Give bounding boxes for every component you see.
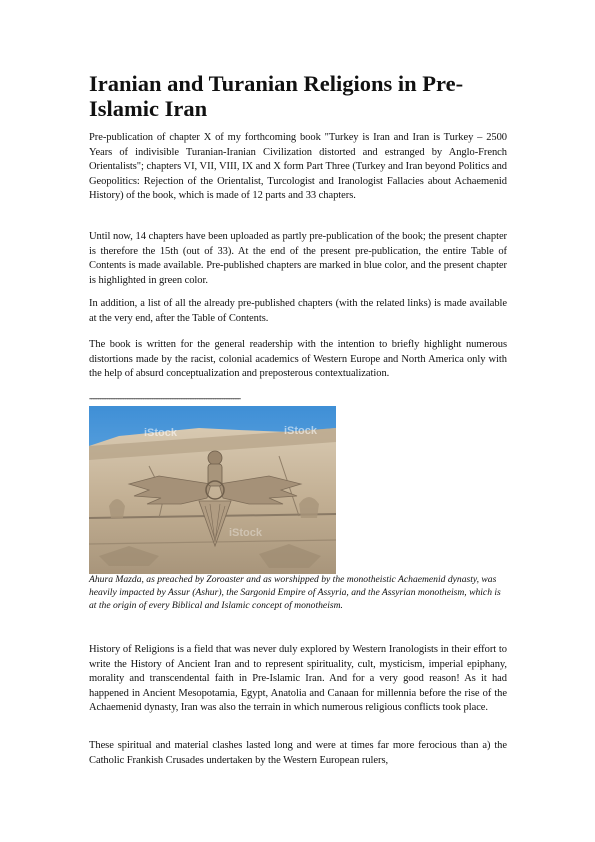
links-paragraph: In addition, a list of all the already pre-published chapters (with the related links) is made available at the very end, after the Table of Contents. [89,298,507,324]
watermark-text: iStock [284,425,318,437]
watermark-text: iStock [229,527,263,539]
relief-photo [89,406,336,574]
readership-paragraph: The book is written for the general readership with the intention to briefly highlight numerous distortions made by the racist, colonial academics of Western Europe and North America only with the help of absurd conceptualization and preposterous contextualization. [89,339,507,380]
watermark-text: iStock [144,427,178,439]
clashes-paragraph: These spiritual and material clashes lasted long and were at times far more ferocious than a) the Catholic Frankish Crusades undertaken by the Western European rulers, [89,740,507,766]
intro-paragraph: Pre-publication of chapter X of my forthcoming book "Turkey is Iran and Iran is Turkey – 2500 Years of indivisible Turanian-Iranian Civilization distorted and estranged by Anglo-French Orientalists"; chapters VI, VII, VIII, IX and X form Part Three (Turkey and Iran beyond Politics and Geopolitics: Rejection of the Orientalist, Turcologist and Iranologist Fallacies about Achaemenid History) of the book, which is made of 12 parts and 33 chapters. [89,132,507,202]
separator-line: ------------------------------------------------------------------------------------ [89,393,240,403]
figure-caption: Ahura Mazda, as preached by Zoroaster and as worshipped by the monotheistic Achaemenid dynasty, was heavily impacted by Assur (Ashur), the Sargonid Empire of Assyria, and the Assyrian monotheism, which is at the origin of every Biblical and Islamic concept of monotheism. [89,574,501,612]
page-title: Iranian and Turanian Religions in Pre-Islamic Iran [89,71,464,121]
history-paragraph: History of Religions is a field that was never duly explored by Western Iranologists in their effort to write the History of Ancient Iran and to represent spirituality, cult, mysticism, imperial epiphany, morality and transcendental faith in Pre-Islamic Iran. And for a very good reason! As it had happened in Ancient Mesopotamia, Egypt, Anatolia and Canaan for millennia before the rise of the Achaemenid dynasty, Iran was also the terrain in which numerous religious conflicts took place. [89,644,507,714]
chapters-paragraph: Until now, 14 chapters have been uploaded as partly pre-publication of the book; the present chapter is therefore the 15th (out of 33). At the end of the present pre-publication, the entire Table of Contents is made available. Pre-published chapters are marked in blue color, and the present chapter is highlighted in green color. [89,231,507,286]
